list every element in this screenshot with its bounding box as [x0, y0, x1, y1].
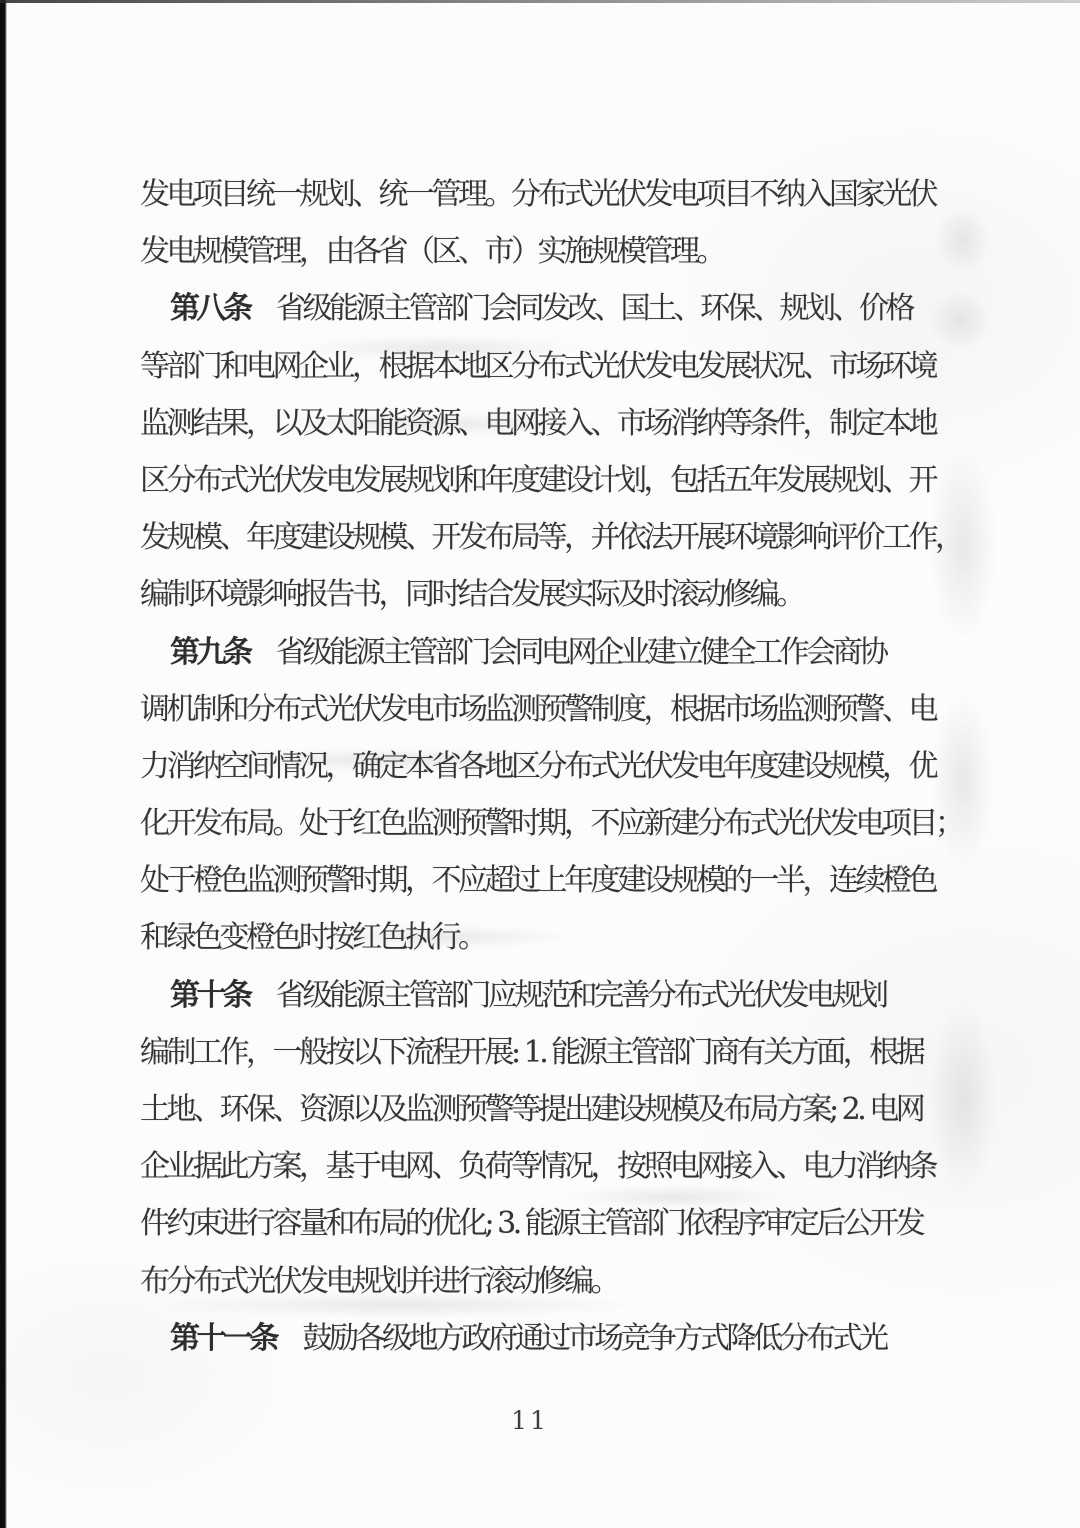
line-text: 省级能源主管部门会同发改、国土、环保、规划、价格 [249, 291, 912, 327]
line-text: 发电项目统一规划、统一管理。分布式光伏发电项目不纳入国家光伏 [140, 177, 935, 212]
text-line [140, 223, 950, 280]
line-text: 区分布式光伏发电发展规划和年度建设计划，包括五年发展规划、开 [140, 462, 935, 498]
line-text: 省级能源主管部门会同电网企业建立健全工作会商协 [249, 634, 886, 670]
text-line [140, 509, 962, 566]
text-line [140, 280, 950, 337]
line-text: 布分布式光伏发电规划并进行滚动修编。 [140, 1263, 617, 1299]
text-line [140, 795, 962, 852]
text-line [140, 1138, 950, 1195]
line-text: 发规模、年度建设规模、开发布局等，并依法开展环境影响评价工作， [140, 520, 962, 556]
text-line [140, 338, 950, 395]
article-label: 第十一条 [170, 1320, 276, 1356]
text-line [140, 452, 950, 509]
line-text: 省级能源主管部门应规范和完善分布式光伏发电规划 [249, 977, 886, 1013]
text-block [140, 166, 962, 1367]
line-text: 土地、环保、资源以及监测预警等提出建设规模及布局方案; 2. 电网 [140, 1092, 923, 1127]
text-line [140, 395, 950, 452]
line-text: 编制环境影响报告书，同时结合发展实际及时滚动修编。 [140, 577, 803, 613]
line-text: 编制工作，一般按以下流程开展: 1. 能源主管部门商有关方面，根据 [140, 1034, 923, 1070]
text-line [140, 1195, 950, 1252]
text-line [140, 566, 950, 623]
line-text: 企业据此方案，基于电网、负荷等情况，按照电网接入、电力消纳条 [140, 1149, 935, 1185]
line-text: 调机制和分布式光伏发电市场监测预警制度，根据市场监测预警、电 [140, 691, 935, 727]
text-line [140, 967, 950, 1024]
line-text: 等部门和电网企业，根据本地区分布式光伏发电发展状况、市场环境 [140, 348, 935, 384]
scan-edge-left [0, 0, 7, 1528]
line-text: 鼓励各级地方政府通过市场竞争方式降低分布式光 [276, 1320, 886, 1356]
scan-edge-top [0, 0, 1080, 3]
text-line [140, 166, 950, 223]
article-label: 第十条 [170, 977, 250, 1013]
text-line [140, 738, 950, 795]
line-text: 发电规模管理，由各省（区、市）实施规模管理。 [140, 234, 723, 270]
page-number: 11 [511, 1406, 549, 1435]
text-line [140, 1253, 950, 1310]
text-line [140, 624, 950, 681]
text-line [140, 1081, 950, 1138]
text-line [140, 909, 950, 966]
line-text: 力消纳空间情况，确定本省各地区分布式光伏发电年度建设规模，优 [140, 748, 935, 784]
text-line [140, 1310, 950, 1367]
line-text: 和绿色变橙色时按红色执行。 [140, 920, 485, 956]
line-text: 处于橙色监测预警时期，不应超过上年度建设规模的一半，连续橙色 [140, 863, 935, 899]
line-text: 件约束进行容量和布局的优化; 3. 能源主管部门依程序审定后公开发 [140, 1206, 923, 1242]
article-label: 第八条 [170, 291, 250, 327]
line-text: 监测结果，以及太阳能资源、电网接入、市场消纳等条件，制定本地 [140, 405, 935, 441]
text-line [140, 1024, 950, 1081]
line-text: 化开发布局。处于红色监测预警时期，不应新建分布式光伏发电项目； [140, 806, 962, 842]
text-line [140, 852, 950, 909]
article-label: 第九条 [170, 634, 250, 670]
text-line [140, 681, 950, 738]
